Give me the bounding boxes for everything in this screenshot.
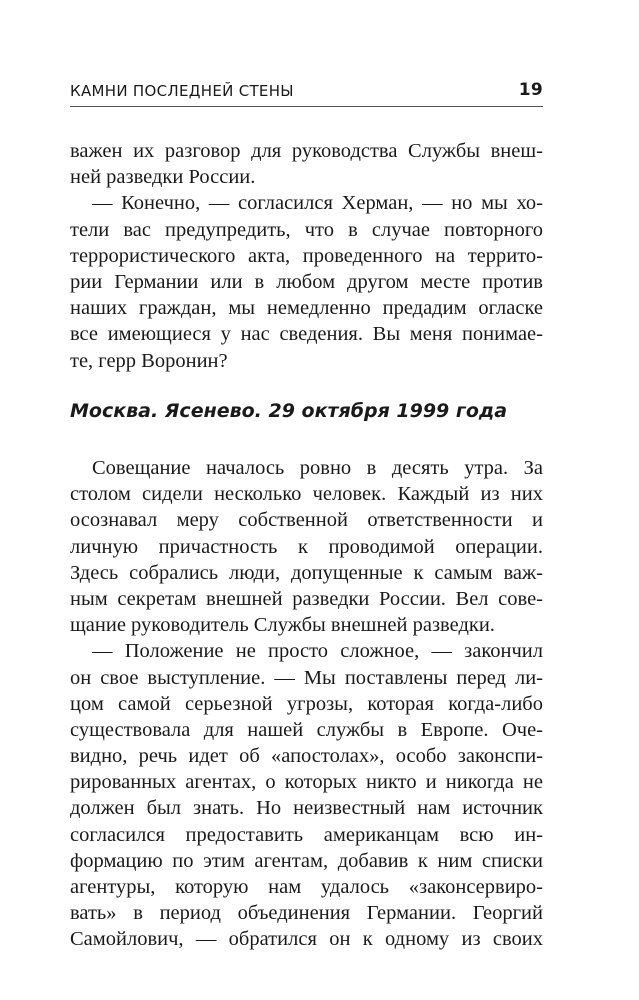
text-line: — Положение не просто сложное, — закончил: [92, 640, 543, 663]
text-line: видно, речь идет об «апостолах», особо законспи-: [70, 745, 543, 768]
section-heading: Москва. Ясенево. 29 октября 1999 года: [70, 400, 508, 422]
text-line: — Конечно, — согласился Херман, — но мы хо-: [92, 192, 543, 215]
text-line: террористического акта, проведенного на террито-: [70, 244, 543, 267]
text-line: рированных агентах, о которых никто и никогда не: [70, 771, 543, 794]
text-line: все имеющиеся у нас сведения. Вы меня понимае-: [70, 323, 543, 346]
running-title: КАМНИ ПОСЛЕДНЕЙ СТЕНЫ: [70, 82, 294, 100]
text-line: наших граждан, мы немедленно предадим огласке: [70, 297, 543, 320]
text-line: столом сидели несколько человек. Каждый из них: [70, 483, 543, 506]
text-line: те, герр Воронин?: [70, 349, 228, 372]
text-line: ней разведки России.: [70, 166, 256, 189]
text-line: вать» в период объединения Германии. Георгий: [70, 902, 543, 925]
text-line: существовала для нашей службы в Европе. Оче-: [70, 718, 543, 741]
text-line: он свое выступление. — Мы поставлены перед ли-: [70, 666, 543, 689]
running-header: [70, 80, 543, 102]
text-line: важен их разговор для руководства Службы внеш-: [70, 140, 543, 162]
text-line: рии Германии или в любом другом месте против: [70, 270, 543, 293]
text-line: агентуры, которую нам удалось «законсервиро-: [70, 876, 543, 898]
text-line: согласился предоставить американцам всю ин-: [70, 823, 543, 846]
text-line: тели вас предупредить, что в случае повторного: [70, 218, 543, 241]
text-line: формацию по этим агентам, добавив к ним списки: [70, 849, 543, 872]
text-line: цом самой серьезной угрозы, которая когда-либо: [70, 692, 543, 715]
text-line: Совещание началось ровно в десять утра. За: [92, 457, 543, 479]
page-number: 19: [518, 80, 543, 100]
header-rule: [70, 106, 543, 107]
text-line: ным секретам внешней разведки России. Вел сове-: [70, 587, 543, 610]
text-line: личную причастность к проводимой операции.: [70, 535, 543, 558]
paragraph-block-top: [70, 138, 543, 374]
paragraph-block-main: [70, 455, 543, 953]
text-line: щание руководитель Службы внешней разведки.: [70, 614, 495, 637]
text-line: Самойлович, — обратился он к одному из своих: [70, 928, 543, 951]
text-line: Здесь собрались люди, допущенные к самым важ-: [70, 561, 543, 584]
text-line: осознавал меру собственной ответственности и: [70, 509, 543, 532]
text-line: должен был знать. Но неизвестный нам источник: [70, 797, 543, 820]
